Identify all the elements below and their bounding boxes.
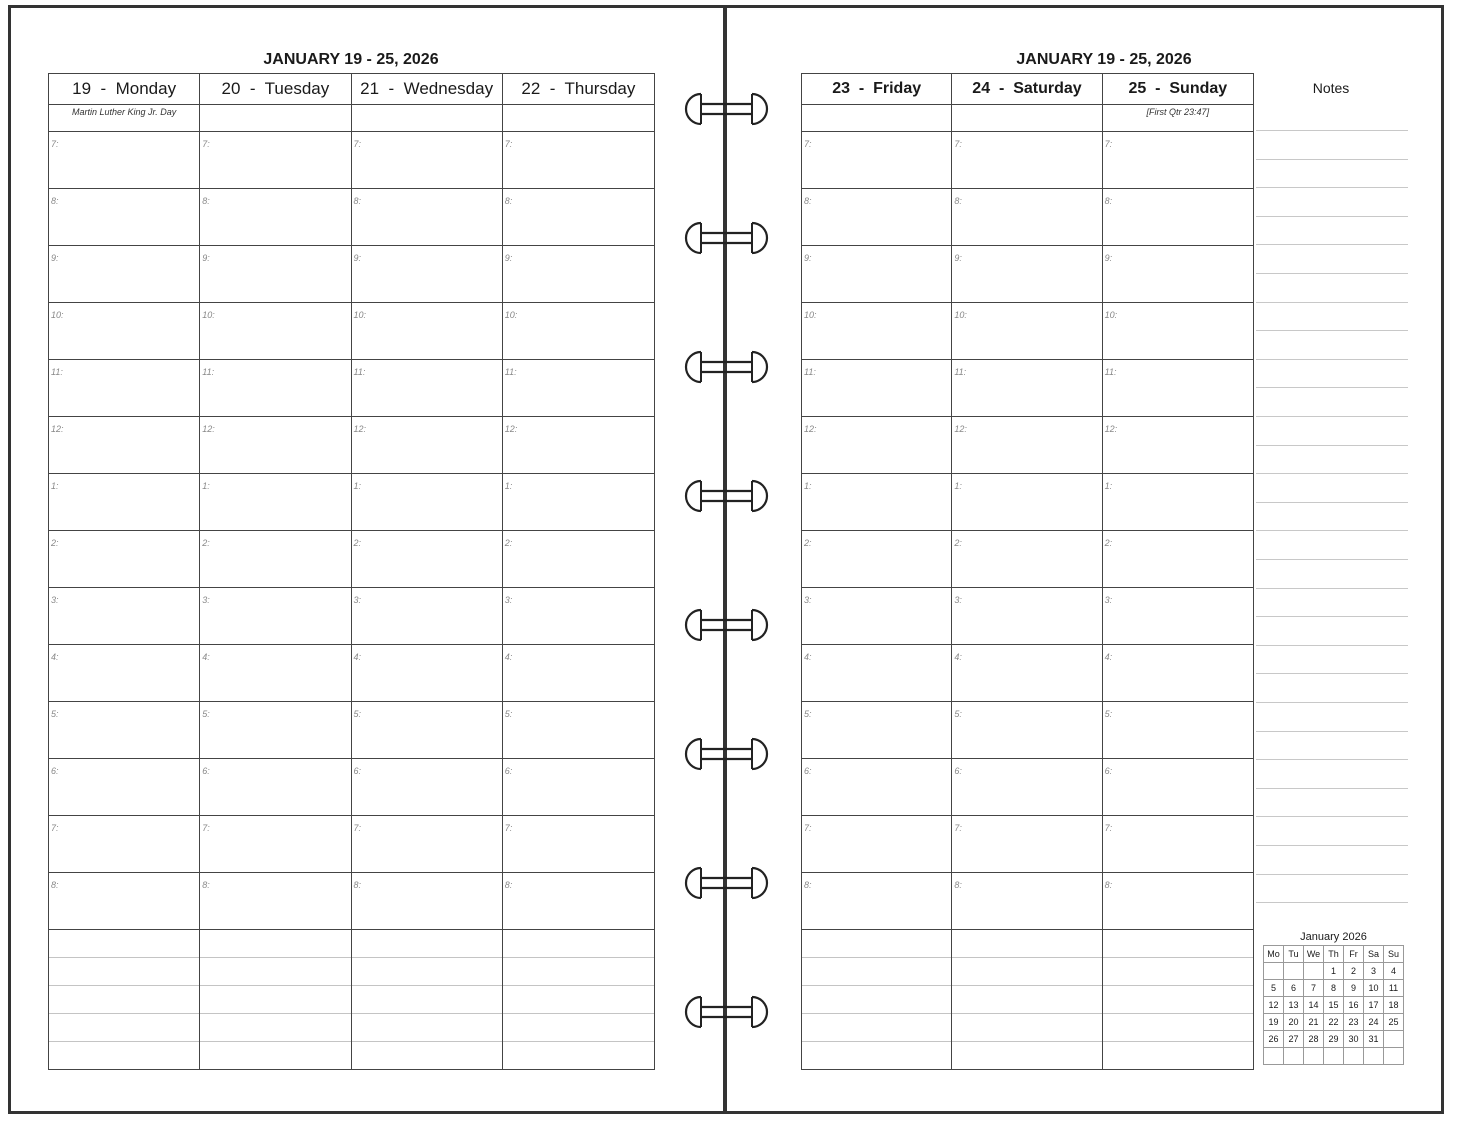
hour-slot[interactable]: 7: bbox=[503, 132, 654, 189]
day-header: 21 - Wednesday bbox=[352, 74, 502, 105]
hour-slot[interactable]: 11: bbox=[49, 360, 199, 417]
hour-slot[interactable]: 11: bbox=[200, 360, 350, 417]
hour-slot[interactable]: 5: bbox=[503, 702, 654, 759]
binder-ring-icon bbox=[681, 478, 772, 514]
notes-line bbox=[1256, 387, 1408, 388]
day-header: 25 - Sunday bbox=[1103, 74, 1253, 105]
hour-slot[interactable]: 1: bbox=[200, 474, 350, 531]
hour-slot[interactable]: 9: bbox=[49, 246, 199, 303]
hour-slot[interactable]: 3: bbox=[200, 588, 350, 645]
notes-line bbox=[1256, 616, 1408, 617]
notes-line bbox=[1256, 673, 1408, 674]
hour-slot[interactable]: 12: bbox=[503, 417, 654, 474]
writing-line bbox=[1103, 958, 1253, 986]
notes-line bbox=[1256, 416, 1408, 417]
notes-line bbox=[1256, 445, 1408, 446]
hour-slot[interactable]: 3: bbox=[952, 588, 1101, 645]
writing-line bbox=[952, 958, 1101, 986]
hour-slot[interactable]: 6: bbox=[952, 759, 1101, 816]
writing-line bbox=[503, 930, 654, 958]
notes-line bbox=[1256, 216, 1408, 217]
right-day-column bbox=[952, 74, 1102, 1069]
hour-slot[interactable]: 5: bbox=[802, 702, 951, 759]
writing-line bbox=[503, 958, 654, 986]
hour-slot[interactable]: 4: bbox=[503, 645, 654, 702]
mini-calendar-day bbox=[1284, 1048, 1304, 1065]
left-day-column bbox=[352, 74, 503, 1069]
mini-calendar-weekday: Th bbox=[1324, 946, 1344, 963]
writing-line bbox=[200, 986, 350, 1014]
extra-lines[interactable] bbox=[352, 930, 502, 1069]
notes-line bbox=[1256, 588, 1408, 589]
mini-calendar-day: 30 bbox=[1344, 1031, 1364, 1048]
hour-slot[interactable]: 10: bbox=[49, 303, 199, 360]
mini-calendar-weekday: Tu bbox=[1284, 946, 1304, 963]
day-note bbox=[952, 105, 1101, 132]
hour-slot[interactable]: 9: bbox=[952, 246, 1101, 303]
mini-calendar-day: 1 bbox=[1324, 963, 1344, 980]
hour-slot[interactable]: 3: bbox=[802, 588, 951, 645]
mini-calendar-day: 7 bbox=[1304, 980, 1324, 997]
hour-slot[interactable]: 8: bbox=[1103, 873, 1253, 930]
notes-line bbox=[1256, 759, 1408, 760]
hour-slot[interactable]: 4: bbox=[200, 645, 350, 702]
mini-calendar-title: January 2026 bbox=[1300, 931, 1367, 943]
hour-slot[interactable]: 8: bbox=[952, 189, 1101, 246]
notes-label: Notes bbox=[1312, 80, 1350, 96]
writing-line bbox=[802, 1042, 951, 1069]
writing-line bbox=[200, 1042, 350, 1069]
hour-slot[interactable]: 1: bbox=[802, 474, 951, 531]
mini-calendar-day bbox=[1264, 963, 1284, 980]
mini-calendar-day bbox=[1304, 1048, 1324, 1065]
notes-line bbox=[1256, 645, 1408, 646]
hour-slot[interactable]: 7: bbox=[802, 816, 951, 873]
writing-line bbox=[352, 1014, 502, 1042]
hour-slot[interactable]: 3: bbox=[503, 588, 654, 645]
day-note bbox=[200, 105, 350, 132]
hour-slot[interactable]: 5: bbox=[952, 702, 1101, 759]
mini-calendar-weekday: Fr bbox=[1344, 946, 1364, 963]
hour-slot[interactable]: 2: bbox=[49, 531, 199, 588]
extra-lines[interactable] bbox=[503, 930, 654, 1069]
left-page-title: JANUARY 19 - 25, 2026 bbox=[263, 51, 439, 68]
binder-spine bbox=[723, 5, 727, 1114]
mini-calendar-day: 10 bbox=[1364, 980, 1384, 997]
hour-slot[interactable]: 7: bbox=[200, 132, 350, 189]
mini-calendar-day: 6 bbox=[1284, 980, 1304, 997]
hour-slot[interactable]: 8: bbox=[503, 873, 654, 930]
hour-slot[interactable]: 10: bbox=[503, 303, 654, 360]
hour-slot[interactable]: 8: bbox=[802, 189, 951, 246]
writing-line bbox=[352, 986, 502, 1014]
hour-slot[interactable]: 11: bbox=[802, 360, 951, 417]
hour-slot[interactable]: 2: bbox=[802, 531, 951, 588]
mini-calendar-day bbox=[1384, 1048, 1404, 1065]
notes-line bbox=[1256, 359, 1408, 360]
hour-slot[interactable]: 8: bbox=[200, 189, 350, 246]
hour-slot[interactable]: 4: bbox=[352, 645, 502, 702]
hour-slot[interactable]: 7: bbox=[352, 816, 502, 873]
hour-slot[interactable]: 6: bbox=[49, 759, 199, 816]
writing-line bbox=[49, 930, 199, 958]
writing-line bbox=[49, 1042, 199, 1069]
mini-calendar-weekday: We bbox=[1304, 946, 1324, 963]
right-page-title: JANUARY 19 - 25, 2026 bbox=[1016, 51, 1192, 68]
mini-calendar-table bbox=[1263, 945, 1404, 1065]
day-header: 19 - Monday bbox=[49, 74, 199, 105]
hour-slot[interactable]: 2: bbox=[200, 531, 350, 588]
writing-line bbox=[952, 1042, 1101, 1069]
hour-slot[interactable]: 8: bbox=[352, 189, 502, 246]
extra-lines[interactable] bbox=[802, 930, 951, 1069]
right-day-column bbox=[1103, 74, 1253, 1069]
hour-slot[interactable]: 11: bbox=[352, 360, 502, 417]
mini-calendar-day: 12 bbox=[1264, 997, 1284, 1014]
hour-slot[interactable]: 10: bbox=[952, 303, 1101, 360]
hour-slot[interactable]: 7: bbox=[49, 132, 199, 189]
mini-calendar-day: 23 bbox=[1344, 1014, 1364, 1031]
mini-calendar-day: 11 bbox=[1384, 980, 1404, 997]
hour-slot[interactable]: 10: bbox=[802, 303, 951, 360]
hour-slot[interactable]: 2: bbox=[352, 531, 502, 588]
hour-slot[interactable]: 11: bbox=[503, 360, 654, 417]
writing-line bbox=[503, 986, 654, 1014]
writing-line bbox=[352, 958, 502, 986]
notes-line bbox=[1256, 874, 1408, 875]
writing-line bbox=[802, 958, 951, 986]
hour-slot[interactable]: 4: bbox=[952, 645, 1101, 702]
writing-line bbox=[352, 1042, 502, 1069]
mini-calendar-day: 8 bbox=[1324, 980, 1344, 997]
hour-slot[interactable]: 11: bbox=[1103, 360, 1253, 417]
notes-line bbox=[1256, 845, 1408, 846]
writing-line bbox=[1103, 986, 1253, 1014]
day-note bbox=[352, 105, 502, 132]
hour-slot[interactable]: 6: bbox=[503, 759, 654, 816]
notes-line bbox=[1256, 816, 1408, 817]
hour-slot[interactable]: 9: bbox=[503, 246, 654, 303]
writing-line bbox=[200, 930, 350, 958]
mini-calendar-day: 24 bbox=[1364, 1014, 1384, 1031]
hour-slot[interactable]: 10: bbox=[200, 303, 350, 360]
hour-slot[interactable]: 5: bbox=[200, 702, 350, 759]
notes-line bbox=[1256, 902, 1408, 903]
notes-line bbox=[1256, 731, 1408, 732]
mini-calendar-day: 15 bbox=[1324, 997, 1344, 1014]
hour-slot[interactable]: 12: bbox=[352, 417, 502, 474]
hour-slot[interactable]: 8: bbox=[200, 873, 350, 930]
hour-slot[interactable]: 9: bbox=[1103, 246, 1253, 303]
mini-calendar-day: 25 bbox=[1384, 1014, 1404, 1031]
hour-slot[interactable]: 12: bbox=[1103, 417, 1253, 474]
hour-slot[interactable]: 8: bbox=[503, 189, 654, 246]
mini-calendar-day: 29 bbox=[1324, 1031, 1344, 1048]
hour-slot[interactable]: 7: bbox=[352, 132, 502, 189]
hour-slot[interactable]: 7: bbox=[952, 816, 1101, 873]
mini-calendar-day bbox=[1384, 1031, 1404, 1048]
day-note bbox=[802, 105, 951, 132]
hour-slot[interactable]: 5: bbox=[1103, 702, 1253, 759]
hour-slot[interactable]: 12: bbox=[802, 417, 951, 474]
writing-line bbox=[1103, 1042, 1253, 1069]
mini-calendar-day bbox=[1364, 1048, 1384, 1065]
writing-line bbox=[952, 1014, 1101, 1042]
writing-line bbox=[200, 958, 350, 986]
hour-slot[interactable]: 7: bbox=[503, 816, 654, 873]
writing-line bbox=[352, 930, 502, 958]
notes-line bbox=[1256, 502, 1408, 503]
writing-line bbox=[952, 986, 1101, 1014]
extra-lines[interactable] bbox=[200, 930, 350, 1069]
hour-slot[interactable]: 6: bbox=[352, 759, 502, 816]
hour-slot[interactable]: 4: bbox=[1103, 645, 1253, 702]
hour-slot[interactable]: 2: bbox=[1103, 531, 1253, 588]
notes-line bbox=[1256, 530, 1408, 531]
binder-ring-icon bbox=[681, 865, 772, 901]
hour-slot[interactable]: 12: bbox=[200, 417, 350, 474]
hour-slot[interactable]: 8: bbox=[352, 873, 502, 930]
hour-slot[interactable]: 12: bbox=[952, 417, 1101, 474]
hour-slot[interactable]: 1: bbox=[503, 474, 654, 531]
day-note bbox=[503, 105, 654, 132]
day-header: 22 - Thursday bbox=[503, 74, 654, 105]
hour-slot[interactable]: 7: bbox=[1103, 132, 1253, 189]
hour-slot[interactable]: 7: bbox=[1103, 816, 1253, 873]
notes-line bbox=[1256, 187, 1408, 188]
writing-line bbox=[952, 930, 1101, 958]
hour-slot[interactable]: 1: bbox=[352, 474, 502, 531]
mini-calendar-day: 14 bbox=[1304, 997, 1324, 1014]
hour-slot[interactable]: 7: bbox=[802, 132, 951, 189]
notes-line bbox=[1256, 330, 1408, 331]
mini-calendar-day bbox=[1304, 963, 1324, 980]
hour-slot[interactable]: 3: bbox=[1103, 588, 1253, 645]
mini-calendar-weekday: Sa bbox=[1364, 946, 1384, 963]
binder-ring-icon bbox=[681, 736, 772, 772]
mini-calendar-day: 31 bbox=[1364, 1031, 1384, 1048]
hour-slot[interactable]: 7: bbox=[49, 816, 199, 873]
binder-ring-icon bbox=[681, 994, 772, 1030]
left-day-column bbox=[503, 74, 654, 1069]
mini-calendar-day bbox=[1324, 1048, 1344, 1065]
binder-ring-icon bbox=[681, 607, 772, 643]
mini-calendar-weekday: Su bbox=[1384, 946, 1404, 963]
notes-line bbox=[1256, 273, 1408, 274]
mini-calendar-day: 28 bbox=[1304, 1031, 1324, 1048]
day-header: 20 - Tuesday bbox=[200, 74, 350, 105]
hour-slot[interactable]: 8: bbox=[49, 189, 199, 246]
mini-calendar-day: 13 bbox=[1284, 997, 1304, 1014]
left-day-column bbox=[200, 74, 351, 1069]
hour-slot[interactable]: 9: bbox=[802, 246, 951, 303]
day-header: 23 - Friday bbox=[802, 74, 951, 105]
hour-slot[interactable]: 4: bbox=[49, 645, 199, 702]
hour-slot[interactable]: 4: bbox=[802, 645, 951, 702]
hour-slot[interactable]: 5: bbox=[49, 702, 199, 759]
mini-calendar-day: 9 bbox=[1344, 980, 1364, 997]
writing-line bbox=[49, 986, 199, 1014]
mini-calendar-day bbox=[1264, 1048, 1284, 1065]
notes-line bbox=[1256, 559, 1408, 560]
writing-line bbox=[802, 1014, 951, 1042]
mini-calendar-day: 20 bbox=[1284, 1014, 1304, 1031]
mini-calendar-weekday: Mo bbox=[1264, 946, 1284, 963]
writing-line bbox=[49, 958, 199, 986]
left-day-column bbox=[49, 74, 200, 1069]
extra-lines[interactable] bbox=[49, 930, 199, 1069]
mini-calendar-day: 4 bbox=[1384, 963, 1404, 980]
hour-slot[interactable]: 9: bbox=[352, 246, 502, 303]
hour-slot[interactable]: 2: bbox=[952, 531, 1101, 588]
mini-calendar-day: 3 bbox=[1364, 963, 1384, 980]
hour-slot[interactable]: 2: bbox=[503, 531, 654, 588]
binder-ring-icon bbox=[681, 220, 772, 256]
notes-line bbox=[1256, 473, 1408, 474]
hour-slot[interactable]: 1: bbox=[952, 474, 1101, 531]
hour-slot[interactable]: 5: bbox=[352, 702, 502, 759]
notes-line bbox=[1256, 130, 1408, 131]
extra-lines[interactable] bbox=[1103, 930, 1253, 1069]
writing-line bbox=[802, 930, 951, 958]
notes-line bbox=[1256, 159, 1408, 160]
hour-slot[interactable]: 3: bbox=[49, 588, 199, 645]
binder-ring-icon bbox=[681, 91, 772, 127]
hour-slot[interactable]: 7: bbox=[952, 132, 1101, 189]
left-week-grid bbox=[48, 73, 655, 1070]
hour-slot[interactable]: 6: bbox=[802, 759, 951, 816]
mini-calendar bbox=[1263, 931, 1404, 1065]
hour-slot[interactable]: 8: bbox=[49, 873, 199, 930]
notes-line bbox=[1256, 244, 1408, 245]
mini-calendar-day: 18 bbox=[1384, 997, 1404, 1014]
hour-slot[interactable]: 7: bbox=[200, 816, 350, 873]
day-note: [First Qtr 23:47] bbox=[1103, 105, 1253, 132]
writing-line bbox=[1103, 930, 1253, 958]
hour-slot[interactable]: 8: bbox=[1103, 189, 1253, 246]
hour-slot[interactable]: 8: bbox=[952, 873, 1101, 930]
writing-line bbox=[1103, 1014, 1253, 1042]
hour-slot[interactable]: 10: bbox=[1103, 303, 1253, 360]
mini-calendar-day: 16 bbox=[1344, 997, 1364, 1014]
extra-lines[interactable] bbox=[952, 930, 1101, 1069]
notes-line bbox=[1256, 302, 1408, 303]
right-day-column bbox=[802, 74, 952, 1069]
hour-slot[interactable]: 8: bbox=[802, 873, 951, 930]
mini-calendar-day bbox=[1284, 963, 1304, 980]
day-header: 24 - Saturday bbox=[952, 74, 1101, 105]
right-week-grid bbox=[801, 73, 1254, 1070]
mini-calendar-day: 17 bbox=[1364, 997, 1384, 1014]
notes-line bbox=[1256, 788, 1408, 789]
hour-slot[interactable]: 11: bbox=[952, 360, 1101, 417]
mini-calendar-day: 22 bbox=[1324, 1014, 1344, 1031]
mini-calendar-day: 26 bbox=[1264, 1031, 1284, 1048]
writing-line bbox=[503, 1042, 654, 1069]
hour-slot[interactable]: 1: bbox=[1103, 474, 1253, 531]
hour-slot[interactable]: 10: bbox=[352, 303, 502, 360]
mini-calendar-day: 27 bbox=[1284, 1031, 1304, 1048]
mini-calendar-day: 21 bbox=[1304, 1014, 1324, 1031]
mini-calendar-day: 2 bbox=[1344, 963, 1364, 980]
day-note: Martin Luther King Jr. Day bbox=[49, 105, 199, 132]
hour-slot[interactable]: 6: bbox=[1103, 759, 1253, 816]
mini-calendar-day bbox=[1344, 1048, 1364, 1065]
hour-slot[interactable]: 9: bbox=[200, 246, 350, 303]
writing-line bbox=[200, 1014, 350, 1042]
hour-slot[interactable]: 1: bbox=[49, 474, 199, 531]
mini-calendar-day: 19 bbox=[1264, 1014, 1284, 1031]
hour-slot[interactable]: 3: bbox=[352, 588, 502, 645]
mini-calendar-day: 5 bbox=[1264, 980, 1284, 997]
hour-slot[interactable]: 12: bbox=[49, 417, 199, 474]
writing-line bbox=[503, 1014, 654, 1042]
binder-ring-icon bbox=[681, 349, 772, 385]
notes-line bbox=[1256, 702, 1408, 703]
writing-line bbox=[49, 1014, 199, 1042]
hour-slot[interactable]: 6: bbox=[200, 759, 350, 816]
writing-line bbox=[802, 986, 951, 1014]
